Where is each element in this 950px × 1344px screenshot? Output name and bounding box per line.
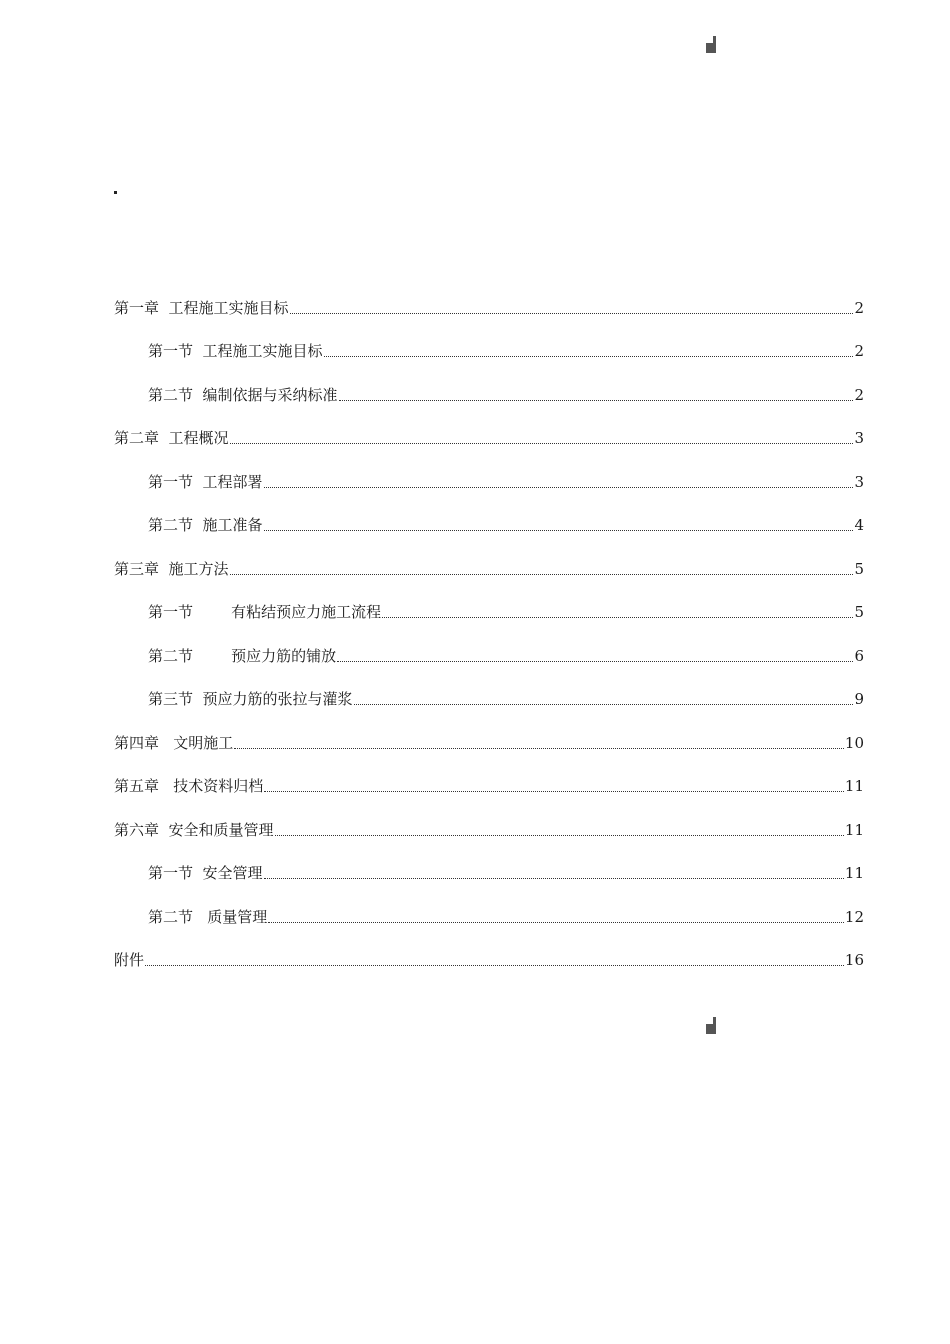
toc-chapter-entry[interactable] — [114, 755, 864, 799]
toc-chapter-entry[interactable] — [114, 929, 864, 973]
toc-entry-label: 第二章 工程概况 — [114, 429, 229, 447]
page-corner-mark-icon — [706, 1017, 716, 1034]
toc-section-entry[interactable] — [114, 320, 864, 364]
toc-dot-leader — [264, 529, 854, 531]
toc-dot-leader — [230, 573, 854, 575]
toc-page-number: 11 — [844, 864, 864, 882]
toc-page-number: 3 — [854, 429, 864, 447]
toc-dot-leader — [354, 703, 854, 705]
toc-page-number: 2 — [854, 298, 864, 317]
toc-entry-label: 第五章 技术资料归档 — [114, 777, 264, 795]
toc-page-number: 12 — [844, 907, 864, 926]
toc-page-number: 5 — [854, 603, 864, 621]
page-corner-mark-icon — [706, 36, 716, 53]
toc-dot-leader — [268, 921, 844, 923]
toc-dot-leader — [264, 486, 854, 488]
toc-entry-label: 第二节 质量管理 — [148, 907, 268, 926]
toc-entry-label: 第二节 编制依据与采纳标准 — [148, 385, 338, 404]
toc-dot-leader — [275, 834, 844, 836]
toc-page-number: 16 — [844, 951, 864, 969]
toc-entry-label: 第六章 安全和质量管理 — [114, 820, 274, 839]
toc-entry-label: 第一节 工程施工实施目标 — [148, 342, 323, 360]
toc-entry-label: 第二节 预应力筋的铺放 — [148, 646, 337, 665]
toc-entry-label: 第二节 施工准备 — [148, 516, 263, 534]
toc-entry-label: 第一节 有粘结预应力施工流程 — [148, 603, 382, 621]
dot-marker — [114, 191, 117, 194]
toc-chapter-entry[interactable] — [114, 276, 864, 320]
toc-entry-label: 第三节 预应力筋的张拉与灌浆 — [148, 690, 353, 708]
toc-section-entry[interactable] — [114, 450, 864, 494]
toc-page-number: 3 — [854, 472, 864, 491]
toc-entry-label: 第一节 安全管理 — [148, 864, 263, 882]
toc-page-number: 2 — [854, 342, 864, 360]
toc-page-number: 4 — [854, 516, 864, 534]
toc-dot-leader — [230, 442, 854, 444]
toc-entry-label: 第三章 施工方法 — [114, 559, 229, 578]
toc-entry-label: 第一章 工程施工实施目标 — [114, 298, 289, 317]
toc-chapter-entry[interactable] — [114, 711, 864, 755]
table-of-contents — [114, 276, 864, 972]
toc-page-number: 11 — [844, 777, 864, 795]
toc-chapter-entry[interactable] — [114, 537, 864, 581]
toc-section-entry[interactable] — [114, 885, 864, 929]
toc-section-entry[interactable] — [114, 842, 864, 886]
toc-section-entry[interactable] — [114, 363, 864, 407]
toc-section-entry[interactable] — [114, 668, 864, 712]
toc-dot-leader — [264, 877, 844, 879]
toc-dot-leader — [324, 355, 854, 357]
toc-section-entry[interactable] — [114, 581, 864, 625]
toc-dot-leader — [337, 660, 853, 662]
toc-page-number: 10 — [844, 733, 864, 752]
toc-dot-leader — [339, 399, 854, 401]
toc-entry-label: 第一节 工程部署 — [148, 472, 263, 491]
toc-section-entry[interactable] — [114, 624, 864, 668]
toc-page-number: 6 — [854, 646, 864, 665]
toc-page-number: 11 — [844, 820, 864, 839]
toc-dot-leader — [264, 790, 844, 792]
toc-page-number: 5 — [854, 559, 864, 578]
toc-dot-leader — [382, 616, 853, 618]
toc-entry-label: 第四章 文明施工 — [114, 733, 234, 752]
toc-page-number: 9 — [854, 690, 864, 708]
toc-entry-label: 附件 — [114, 951, 145, 969]
toc-dot-leader — [145, 964, 844, 966]
toc-dot-leader — [234, 747, 844, 749]
toc-dot-leader — [290, 312, 854, 314]
toc-chapter-entry[interactable] — [114, 407, 864, 451]
toc-chapter-entry[interactable] — [114, 798, 864, 842]
toc-page-number: 2 — [854, 385, 864, 404]
toc-section-entry[interactable] — [114, 494, 864, 538]
